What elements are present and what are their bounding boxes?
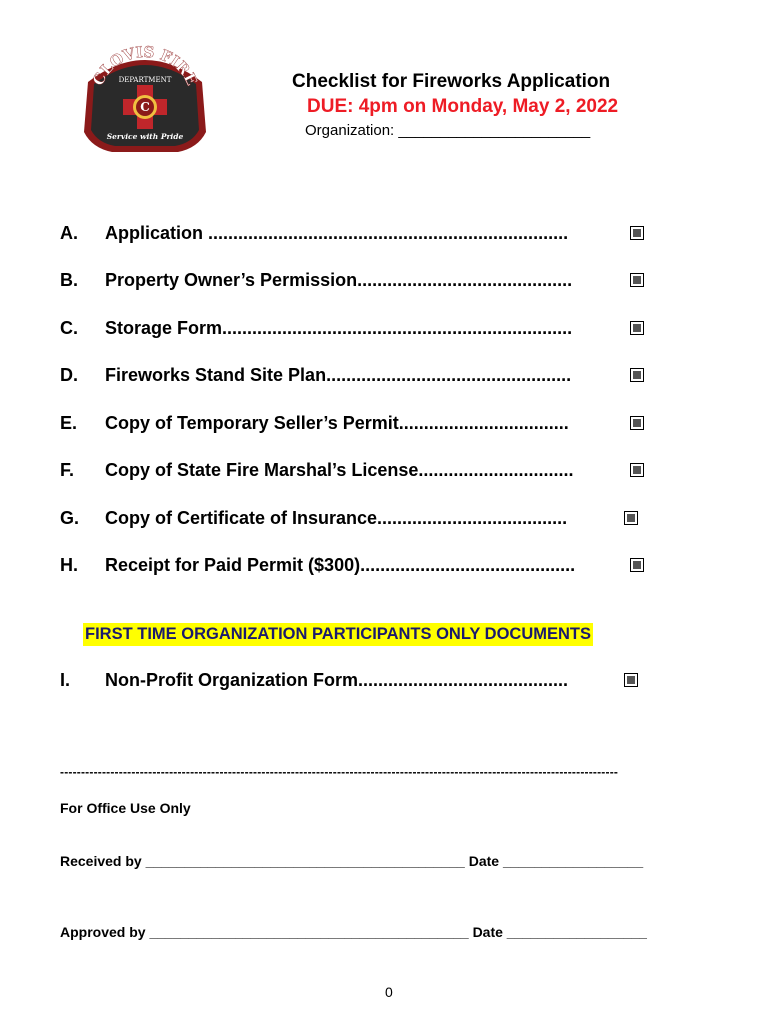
checkbox[interactable] bbox=[630, 463, 644, 477]
checkbox[interactable] bbox=[624, 511, 638, 525]
office-use-heading: For Office Use Only bbox=[60, 800, 191, 816]
item-label: Application ........................................................................ bbox=[105, 223, 569, 243]
item-letter: B. bbox=[60, 270, 78, 290]
checkbox[interactable] bbox=[630, 226, 644, 240]
checkbox[interactable] bbox=[630, 368, 644, 382]
item-label: Non-Profit Organization Form.......................................... bbox=[105, 670, 569, 690]
svg-text:Service with Pride: Service with Pride bbox=[106, 132, 184, 141]
checkbox[interactable] bbox=[624, 673, 638, 687]
item-label: Property Owner’s Permission........................................... bbox=[105, 270, 573, 290]
checkbox[interactable] bbox=[630, 321, 644, 335]
item-letter: D. bbox=[60, 365, 78, 385]
svg-text:CLOVIS FIRE: CLOVIS FIRE bbox=[89, 44, 201, 89]
item-letter: E. bbox=[60, 413, 78, 433]
page-title: Checklist for Fireworks Application bbox=[292, 71, 611, 92]
item-label: Copy of State Fire Marshal’s License............................... bbox=[105, 460, 574, 480]
received-by-field: Received by _________________________________________ Date __________________ bbox=[60, 853, 644, 869]
item-label: Fireworks Stand Site Plan................................................. bbox=[105, 365, 572, 385]
item-letter: H. bbox=[60, 555, 78, 575]
checkbox[interactable] bbox=[630, 558, 644, 572]
svg-text:DEPARTMENT: DEPARTMENT bbox=[118, 76, 172, 84]
clovis-fire-department-logo bbox=[78, 44, 212, 160]
page-number: 0 bbox=[385, 984, 393, 1000]
item-label: Storage Form...................................................................... bbox=[105, 318, 573, 338]
item-letter: F. bbox=[60, 460, 75, 480]
first-time-banner: FIRST TIME ORGANIZATION PARTICIPANTS ONLY DOCUMENTS bbox=[83, 623, 593, 646]
item-label: Receipt for Paid Permit ($300)........................................... bbox=[105, 555, 576, 575]
svg-text:C: C bbox=[140, 100, 150, 114]
due-date: DUE: 4pm on Monday, May 2, 2022 bbox=[307, 96, 619, 117]
checkbox[interactable] bbox=[630, 273, 644, 287]
item-letter: C. bbox=[60, 318, 78, 338]
item-label: Copy of Temporary Seller’s Permit.................................. bbox=[105, 413, 569, 433]
item-letter: G. bbox=[60, 508, 80, 528]
item-label: Copy of Certificate of Insurance...................................... bbox=[105, 508, 568, 528]
approved-by-field: Approved by _________________________________________ Date __________________ bbox=[60, 924, 647, 940]
organization-field: Organization: _______________________ bbox=[305, 122, 591, 139]
separator-line: ------------------------------------------------------------------------------------------------------------------------------------- bbox=[60, 765, 619, 779]
checkbox[interactable] bbox=[630, 416, 644, 430]
header bbox=[292, 71, 692, 141]
item-letter: I. bbox=[60, 670, 71, 690]
item-letter: A. bbox=[60, 223, 78, 243]
